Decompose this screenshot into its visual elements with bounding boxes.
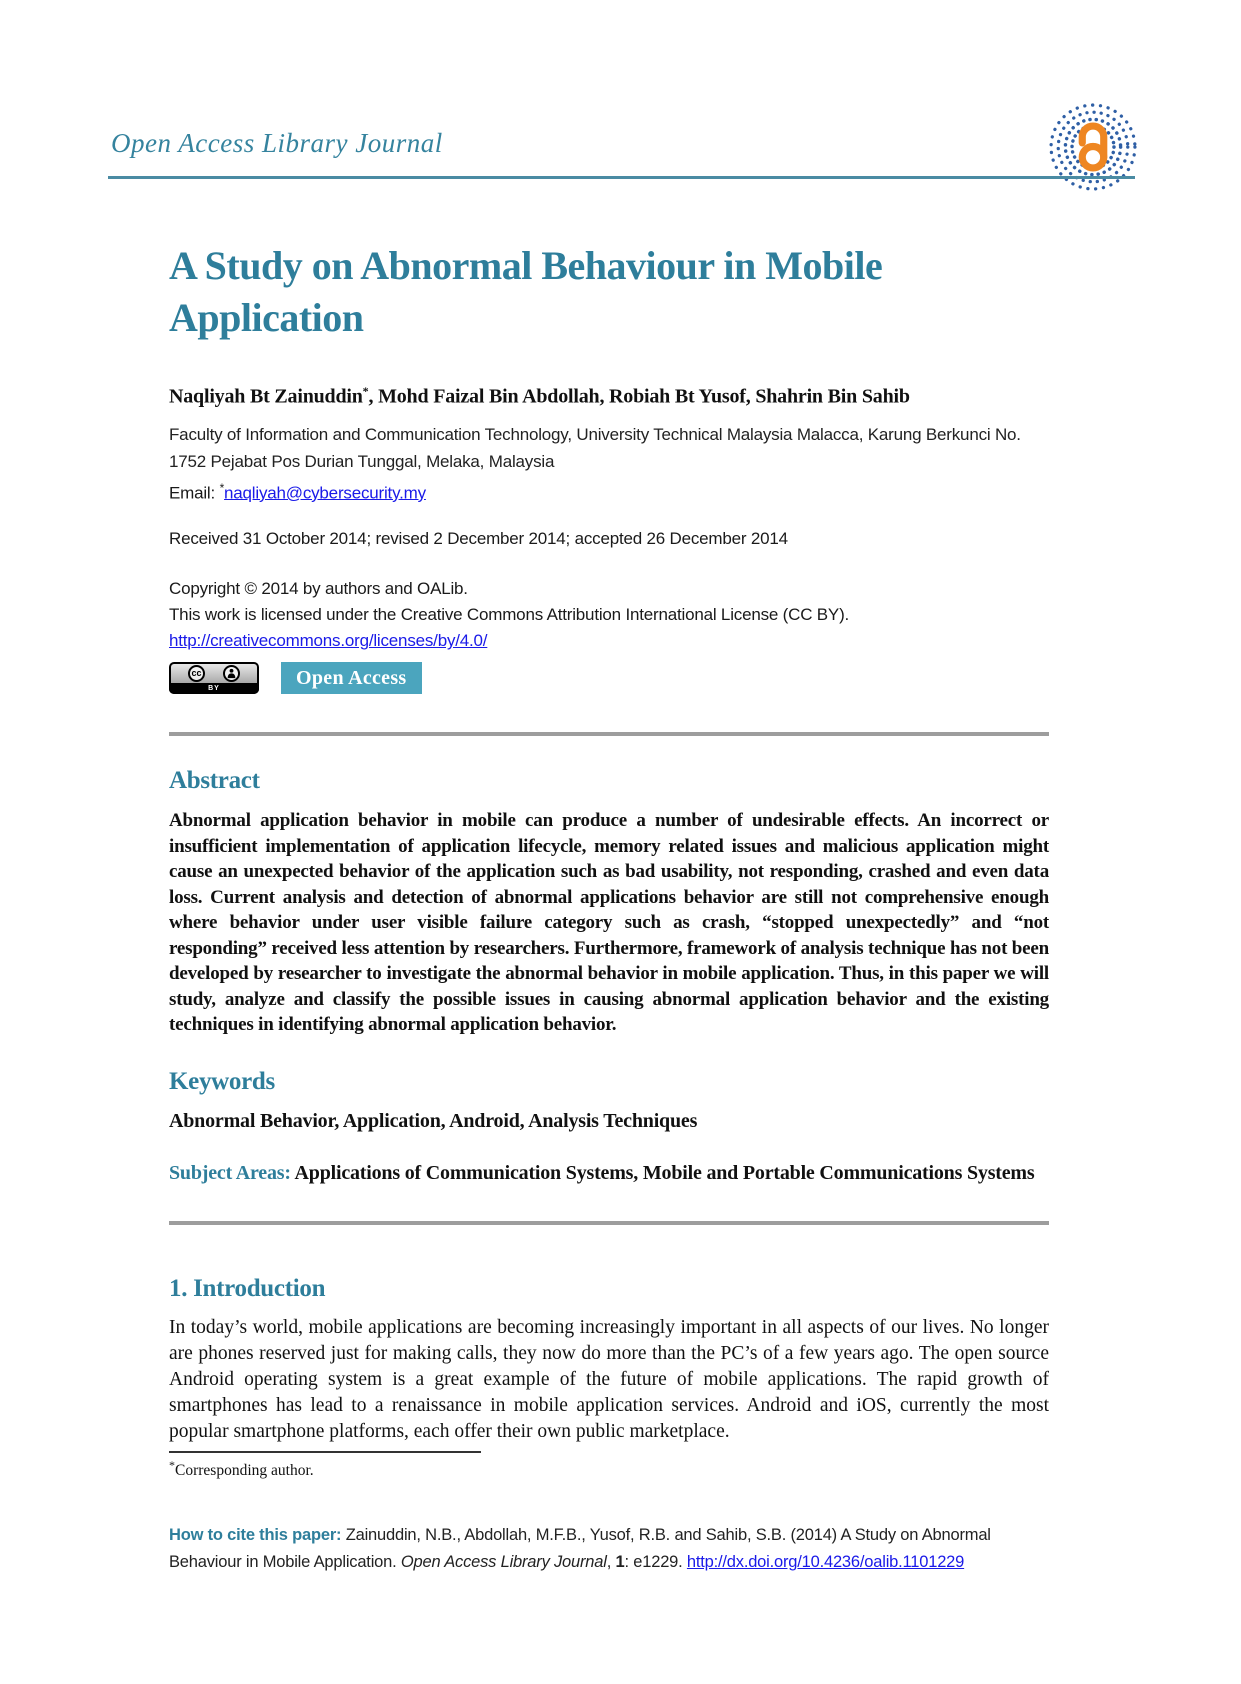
introduction-heading: 1. Introduction: [169, 1274, 326, 1302]
copyright-line: Copyright © 2014 by authors and OALib.: [169, 579, 468, 599]
subject-areas-label: Subject Areas:: [169, 1161, 295, 1184]
footnote-text: Corresponding author.: [175, 1461, 314, 1479]
email-link[interactable]: naqliyah@cybersecurity.my: [224, 483, 426, 503]
header-rule: [108, 176, 1135, 179]
email-label: Email:: [169, 483, 220, 503]
authors-line: [169, 384, 1049, 409]
citation-volume: 1: [615, 1552, 625, 1571]
section-divider: [169, 732, 1049, 736]
email-marker: *: [219, 480, 225, 495]
received-dates: Received 31 October 2014; revised 2 December 2014; accepted 26 December 2014: [169, 529, 788, 549]
cc-badge-icons: [171, 664, 257, 683]
journal-title: Open Access Library Journal: [111, 128, 443, 158]
license-line: This work is licensed under the Creative Commons Attribution International License (CC BY).: [169, 605, 850, 625]
keywords-heading: Keywords: [169, 1067, 275, 1095]
introduction-text: In today’s world, mobile applications are becoming increasingly important in all aspects of our lives. No longer are phones reserved just for making calls, they now do more than the PC’s of a few years ago. The open source Android operating system is a great example of the future of mobile applications. The rapid growth of smartphones has lead to a renaissance in mobile application services. Android and iOS, currently the most popular smartphone platforms, each offer their own public marketplace.: [169, 1316, 1049, 1442]
citation-text: Zainuddin, N.B., Abdollah, M.F.B., Yusof, R.B. and Sahib, S.B. (2014) A Study on Abnormal Behaviour in Mobile Application.: [169, 1525, 991, 1571]
subject-areas-line: [169, 1159, 1049, 1187]
affiliation: Faculty of Information and Communication Technology, University Technical Malaysia Malacca, Karung Berkunci No. 1752 Pejabat Pos Durian Tunggal, Melaka, Malaysia: [169, 424, 1021, 471]
doi-link[interactable]: http://dx.doi.org/10.4236/oalib.1101229: [686, 1552, 965, 1571]
footnote-marker: *: [169, 1457, 175, 1472]
abstract-text: Abnormal application behavior in mobile can produce a number of undesirable effects. An incorrect or insufficient implementation of application lifecycle, memory related issues and malicious application might cause an unexpected behavior of the application such as bad usability, not responding, crashed and even data loss. Current analysis and detection of abnormal applications behavior are still not comprehensive enough where behavior under user visible failure category such as crash, “stopped unexpectedly” and “not responding” received less attention by researchers. Furthermore, framework of analysis technique has not been developed by researcher to investigate the abnormal behavior in mobile application. Thus, in this paper we will study, analyze and classify the possible issues in causing abnormal application behavior and the existing techniques in identifying abnormal application behavior.: [169, 810, 1049, 1036]
article-title: A Study on Abnormal Behaviour in Mobile Application: [169, 243, 883, 340]
footnote-rule: [169, 1451, 481, 1453]
open-access-badge: Open Access: [281, 662, 422, 694]
abstract-heading: Abstract: [169, 767, 260, 795]
cc-icon: cc: [188, 665, 205, 682]
cc-by-badge[interactable]: [169, 662, 259, 694]
citation-journal: Open Access Library Journal: [400, 1552, 607, 1571]
license-badges: [169, 661, 1049, 694]
cc-by-label: BY: [169, 683, 259, 694]
attribution-person-icon: [223, 665, 240, 682]
email-line: [169, 475, 1049, 507]
corresponding-author-marker: *: [362, 384, 369, 398]
footnote: [169, 1451, 1049, 1480]
citation-block: [169, 1522, 1049, 1576]
page-header: [0, 0, 1241, 180]
citation-issue: : e1229.: [624, 1552, 687, 1571]
citation-separator: ,: [606, 1552, 616, 1571]
copyright-block: [169, 576, 1049, 654]
section-divider: [169, 1221, 1049, 1225]
article-body: [169, 240, 1049, 1576]
license-link[interactable]: http://creativecommons.org/licenses/by/4.0/: [169, 631, 488, 651]
keywords-text: Abnormal Behavior, Application, Android, Analysis Techniques: [169, 1109, 698, 1132]
subject-areas-text: Applications of Communication Systems, Mobile and Portable Communications Systems: [294, 1161, 1035, 1184]
author-names-rest: , Mohd Faizal Bin Abdollah, Robiah Bt Yusof, Shahrin Bin Sahib: [368, 385, 910, 408]
author-names: Naqliyah Bt Zainuddin: [169, 385, 363, 408]
citation-label: How to cite this paper:: [169, 1525, 346, 1544]
